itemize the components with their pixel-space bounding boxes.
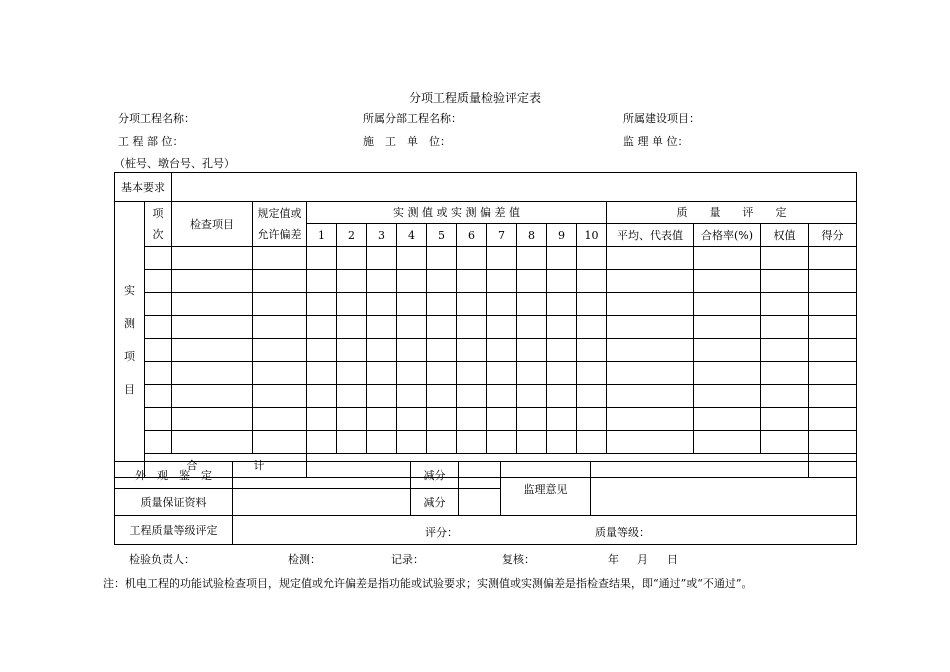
docs-deduct-cell[interactable] — [459, 489, 501, 516]
docs-deduct-label: 减分 — [411, 489, 459, 516]
quality-eval-header: 质 量 评 定 — [607, 202, 857, 224]
measure-col-7: 7 — [487, 224, 517, 247]
construction-project-label: 所属建设项目： — [623, 112, 700, 125]
measure-col-5: 5 — [427, 224, 457, 247]
weight-header: 权值 — [761, 224, 809, 247]
appearance-cell[interactable] — [233, 462, 411, 489]
quality-docs-cell[interactable] — [233, 489, 411, 516]
division-name-label: 所属分部工程名称： — [363, 112, 462, 125]
grade-eval-cell[interactable] — [233, 516, 857, 545]
project-location-label: 工 程 部 位： — [118, 135, 184, 148]
measure-col-2: 2 — [337, 224, 367, 247]
measured-items-label: 实 测 项 目 — [115, 202, 145, 478]
check-item-header: 检查项目 — [172, 202, 253, 247]
supervision-unit-label: 监 理 单 位： — [623, 135, 689, 148]
table-row[interactable] — [115, 247, 857, 270]
appearance-label: 外 观 鉴 定 — [115, 462, 233, 489]
measure-col-8: 8 — [517, 224, 547, 247]
table-row[interactable] — [115, 339, 857, 362]
item-no-header: 项 次 — [145, 202, 172, 247]
pass-rate-header: 合格率(%) — [694, 224, 761, 247]
measure-col-6: 6 — [457, 224, 487, 247]
table-row[interactable] — [115, 293, 857, 316]
sum-label: 合 计 — [145, 454, 307, 478]
grade-label: 质量等级： — [595, 526, 650, 539]
appearance-deduct-cell[interactable] — [459, 462, 501, 489]
supervision-opinion-label: 监理意见 — [501, 462, 591, 516]
grade-eval-label: 工程质量等级评定 — [115, 516, 233, 545]
measure-col-4: 4 — [397, 224, 427, 247]
quality-docs-label: 质量保证资料 — [115, 489, 233, 516]
table-row[interactable] — [115, 385, 857, 408]
date-month: 月 — [637, 553, 648, 566]
tester-label: 检测： — [288, 553, 321, 566]
inspection-table — [114, 172, 857, 478]
supervision-opinion-cell[interactable] — [591, 462, 857, 516]
location-hint: （桩号、墩台号、孔号） — [114, 157, 235, 170]
score-label: 评分： — [425, 526, 458, 539]
inspector-label: 检验负责人： — [129, 553, 195, 566]
recorder-label: 记录： — [391, 553, 424, 566]
basic-req-label: 基本要求 — [115, 173, 172, 202]
average-header: 平均、代表值 — [607, 224, 694, 247]
project-name-label: 分项工程名称： — [118, 112, 195, 125]
date-day: 日 — [667, 553, 678, 566]
score-header: 得分 — [809, 224, 857, 247]
table-row[interactable] — [115, 362, 857, 385]
table-row[interactable] — [115, 270, 857, 293]
reviewer-label: 复核： — [502, 553, 535, 566]
footnote: 注：机电工程的功能试验检查项目，规定值或允许偏差是指功能或试验要求；实测值或实测偏差是指检查结果，即“通过”或“不通过”。 — [103, 577, 753, 590]
measure-col-1: 1 — [307, 224, 337, 247]
basic-req-cell[interactable] — [172, 173, 857, 202]
measure-col-9: 9 — [547, 224, 577, 247]
measured-values-header: 实 测 值 或 实 测 偏 差 值 — [307, 202, 607, 224]
measure-col-10: 10 — [577, 224, 607, 247]
date-year: 年 — [608, 553, 619, 566]
table-row[interactable] — [115, 431, 857, 454]
spec-header: 规定值或 允许偏差 — [253, 202, 307, 247]
evaluation-table — [114, 461, 857, 545]
construction-unit-label: 施 工 单 位： — [363, 135, 451, 148]
appearance-deduct-label: 减分 — [411, 462, 459, 489]
table-row[interactable] — [115, 316, 857, 339]
page-title: 分项工程质量检验评定表 — [408, 91, 541, 105]
table-row[interactable] — [115, 408, 857, 431]
measure-col-3: 3 — [367, 224, 397, 247]
